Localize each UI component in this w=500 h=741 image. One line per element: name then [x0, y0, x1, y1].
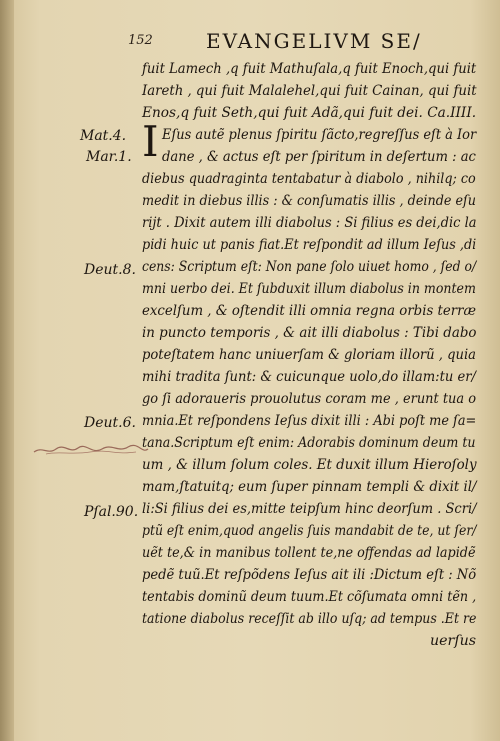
text-line: medit in diebus illis : & conſumatis illis , deinde eſu	[142, 193, 476, 209]
margin-note-mar: Mar.1.	[86, 149, 132, 165]
text-line: mihi tradita ſunt: & cuicunque uolo,do illam:tu er/	[142, 369, 476, 385]
catchword: uerſus	[430, 633, 476, 649]
text-line: mnia.Et reſpondens Ieſus dixit illi : Abi poſt me ſa=	[142, 413, 477, 429]
text-line: uẽt te,& in manibus tollent te,ne offendas ad lapidẽ	[142, 545, 476, 561]
text-line: mam,ſtatuitq; eum ſuper pinnam templi & dixit il/	[142, 479, 477, 495]
margin-note-deut-8: Deut.8.	[84, 262, 136, 278]
text-line: um , & illum ſolum coles. Et duxit illum Hieroſoly	[142, 457, 477, 473]
margin-note-psal: Pſal.90.	[84, 504, 139, 520]
text-line: dane , & actus eſt per ſpiritum in deſertum : ac	[162, 149, 476, 165]
text-line: pedẽ tuũ.Et reſpõdens Ieſus ait ili :Dictum eſt : Nõ	[142, 567, 477, 583]
page-header	[128, 27, 488, 53]
text-line: go ſi adoraueris prouolutus coram me , erunt tua o	[142, 391, 477, 407]
text-line: Eſus autẽ plenus ſpiritu ſãcto,regreſſus eſt à Ior	[162, 127, 477, 143]
margin-note-mat: Mat.4.	[80, 128, 127, 144]
text-line: ptũ eſt enim,quod angelis ſuis mandabit de te, ut ſer/	[142, 523, 477, 539]
folio-number: 152	[128, 33, 153, 48]
text-line: excelſum , & oſtendit illi omnia regna orbis terræ	[142, 303, 476, 319]
text-line: mni uerbo dei. Et ſubduxit illum diabolus in montem	[142, 281, 476, 297]
text-line: Enos,q fuit Seth,qui fuit Adã,qui fuit dei. Ca.IIII.	[142, 105, 477, 121]
text-line: li:Si filius dei es,mitte teipſum hinc deorſum . Scri/	[142, 501, 477, 517]
text-line: Iareth , qui fuit Malalehel,qui fuit Cainan, qui fuit	[142, 83, 477, 99]
text-line: tentabis dominũ deum tuum.Et cõſumata omni tẽn ,	[142, 589, 477, 605]
text-line: in puncto temporis , & ait illi diabolus : Tibi dabo	[142, 325, 477, 341]
drop-initial: I	[142, 117, 159, 166]
text-line: poteſtatem hanc uniuerſam & gloriam illorũ , quia	[142, 347, 476, 363]
text-line: fuit Lamech ,q fuit Mathuſala,q fuit Enoch,qui fuit	[142, 61, 477, 77]
handwritten-scribble-mark	[32, 443, 150, 457]
text-line: rijt . Dixit autem illi diabolus : Si filius es dei,dic la	[142, 215, 477, 231]
running-title: EVANGELIVM SE/	[206, 29, 422, 53]
text-line: diebus quadraginta tentabatur à diabolo , nihilq; co	[142, 171, 476, 187]
text-line: cens: Scriptum eſt: Non pane ſolo uiuet homo , ſed o/	[142, 259, 477, 275]
page-gutter-shadow	[0, 0, 14, 741]
text-line: tana.Scriptum eſt enim: Adorabis dominum deum tu	[142, 435, 476, 451]
text-line: pidi huic ut panis fiat.Et reſpondit ad illum Ieſus ,di	[142, 237, 477, 253]
margin-note-deut-6: Deut.6.	[84, 415, 136, 431]
text-line: tatione diabolus receſſit ab illo uſq; ad tempus .Et re	[142, 611, 477, 627]
